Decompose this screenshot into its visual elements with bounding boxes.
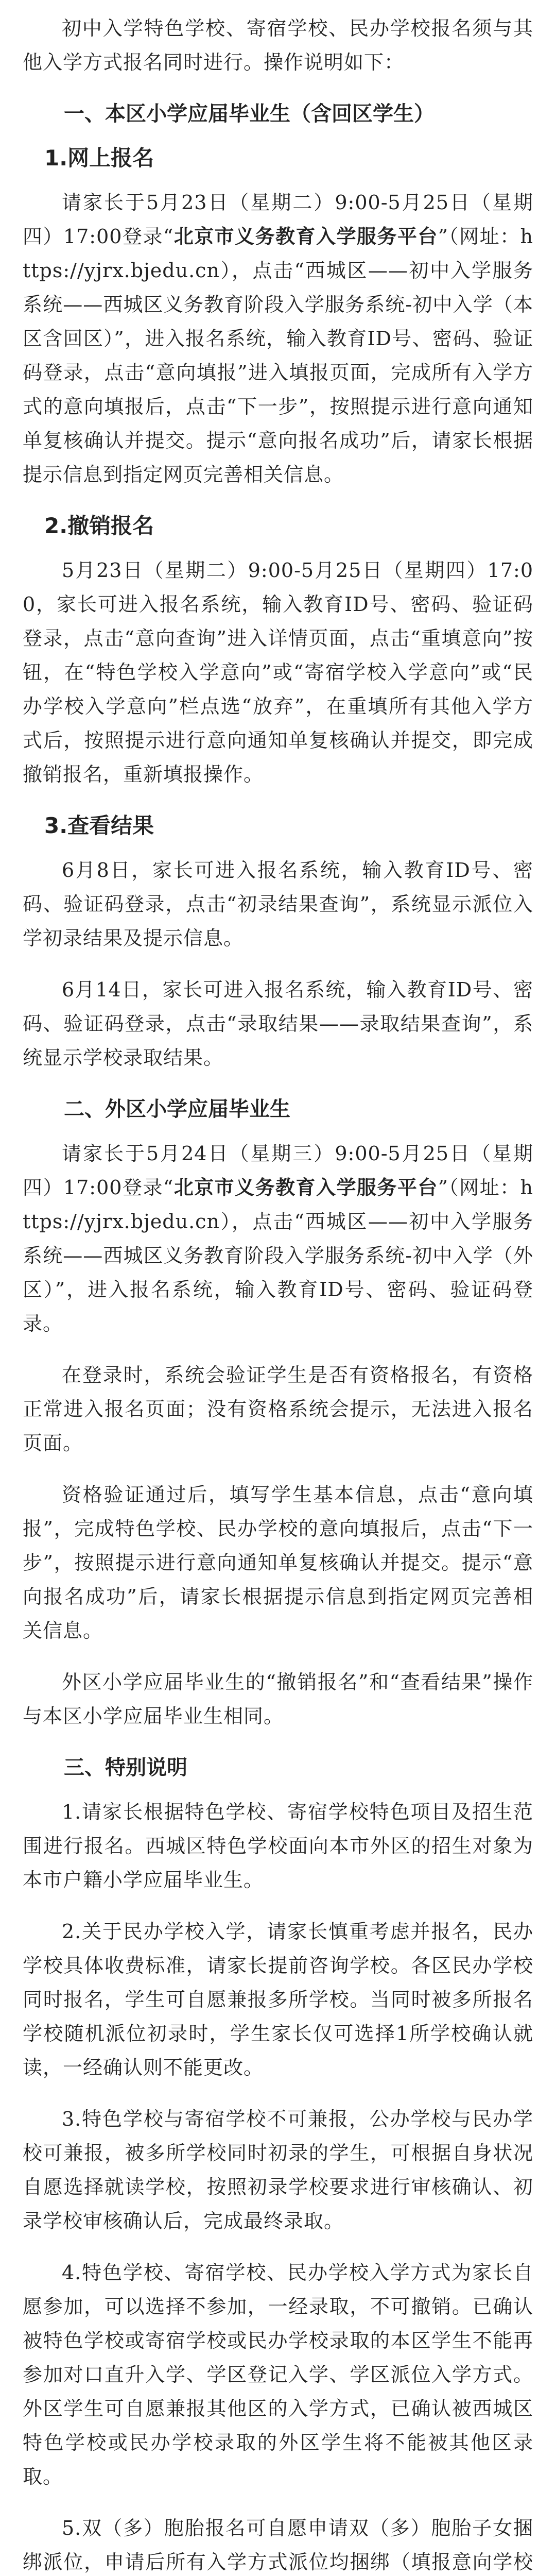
out-district-text-start: 请家长于5月24日（星期三）9:00-5月25日（星期四）17:00登录“ xyxy=(23,1142,533,1199)
final-results-paragraph: 6月14日，家长可进入报名系统，输入教育ID号、密码、验证码登录，点击“录取结果——录取结果查询”，系统显示学校录取结果。 xyxy=(23,978,533,1069)
intro-paragraph: 初中入学特色学校、寄宿学校、民办学校报名须与其他入学方式报名同时进行。操作说明如下： xyxy=(23,17,533,74)
online-text-start: 请家长于5月23日（星期二）9:00-5月25日（星期四）17:00登录“ xyxy=(23,191,533,248)
note-item-2: 2.关于民办学校入学，请家长慎重考虑并报名，民办学校具体收费标准，请家长提前咨询学校。各区民办学校同时报名，学生可自愿兼报多所学校。当同时被多所报名学校随机派位初录时，学生家长仅可选择1所学校确认就读，一经确认则不能更改。 xyxy=(23,1920,533,2079)
eligibility-paragraph: 在登录时，系统会验证学生是否有资格报名，有资格正常进入报名页面；没有资格系统会提示，无法进入报名页面。 xyxy=(23,1364,533,1454)
note-item-3: 3.特色学校与寄宿学校不可兼报，公办学校与民办学校可兼报，被多所学校同时初录的学生，可根据自身状况自愿选择就读学校，按照初录学校要求进行审核确认、初录学校审核确认后，完成最终录取。 xyxy=(23,2108,533,2232)
initial-results-paragraph: 6月8日，家长可进入报名系统，输入教育ID号、密码、验证码登录，点击“初录结果查询”，系统显示派位入学初录结果及提示信息。 xyxy=(23,859,533,950)
platform-name: 北京市义务教育入学服务平台 xyxy=(173,225,438,248)
section-2-heading: 二、外区小学应届毕业生 xyxy=(64,1097,290,1121)
out-district-fill-paragraph: 资格验证通过后，填写学生基本信息，点击“意向填报”，完成特色学校、民办学校的意向填报后，点击“下一步”，按照提示进行意向通知单复核确认并提交。提示“意向报名成功”后，请家长根据提示信息到指定网页完善相关信息。 xyxy=(23,1483,533,1642)
out-district-same-ops-paragraph: 外区小学应届毕业生的“撤销报名”和“查看结果”操作与本区小学应届毕业生相同。 xyxy=(23,1671,533,1727)
online-text-rest: ”（网址：https://yjrx.bjedu.cn），点击“西城区——初中入学服务系统——西城区义务教育阶段入学服务系统-初中入学（本区含回区）”，进入报名系统，输入教育ID号、密码、验证码登录，点击“意向填报”进入填报页面，完成所有入学方式的意向填报后，点击“下一步”，按照提示进行意向通知单复核确认并提交。提示“意向报名成功”后，请家长根据提示信息到指定网页完善相关信息。 xyxy=(23,225,533,486)
cancel-registration-paragraph: 5月23日（星期二）9:00-5月25日（星期四）17:00，家长可进入报名系统，输入教育ID号、密码、验证码登录，点击“意向查询”进入详情页面，点击“重填意向”按钮，在“特色学校入学意向”或“寄宿学校入学意向”或“民办学校入学意向”栏点选“放弃”，在重填所有其他入学方式后，按照提示进行意向通知单复核确认并提交，即完成撤销报名，重新填报操作。 xyxy=(23,559,533,786)
note-item-4: 4.特色学校、寄宿学校、民办学校入学方式为家长自愿参加，可以选择不参加，一经录取，不可撤销。已确认被特色学校或寄宿学校或民办学校录取的本区学生不能再参加对口直升入学、学区登记入学、学区派位入学方式。外区学生可自愿兼报其他区的入学方式，已确认被西城区特色学校或民办学校录取的外区学生将不能被其他区录取。 xyxy=(23,2261,533,2488)
section-1-heading: 一、本区小学应届毕业生（含回区学生） xyxy=(64,102,435,126)
online-registration-paragraph xyxy=(23,185,533,492)
out-district-login-paragraph xyxy=(23,1137,533,1341)
view-results-heading: 3.查看结果 xyxy=(44,813,154,838)
section-3-heading: 三、特别说明 xyxy=(64,1756,187,1780)
note-item-5: 5.双（多）胞胎报名可自愿申请双（多）胞胎子女捆绑派位，申请后所有入学方式派位均捆绑（填报意向学校 xyxy=(23,2517,533,2573)
out-district-text-rest: ”（网址：https://yjrx.bjedu.cn），点击“西城区——初中入学服务系统——西城区义务教育阶段入学服务系统-初中入学（外区）”，进入报名系统，输入教育ID号、密码、验证码登录。 xyxy=(23,1176,533,1335)
cancel-registration-heading: 2.撤销报名 xyxy=(44,513,154,538)
note-item-1: 1.请家长根据特色学校、寄宿学校特色项目及招生范围进行报名。西城区特色学校面向本市外区的招生对象为本市户籍小学应届毕业生。 xyxy=(23,1801,533,1891)
platform-name-2: 北京市义务教育入学服务平台 xyxy=(173,1176,438,1199)
online-registration-heading: 1.网上报名 xyxy=(44,145,154,171)
